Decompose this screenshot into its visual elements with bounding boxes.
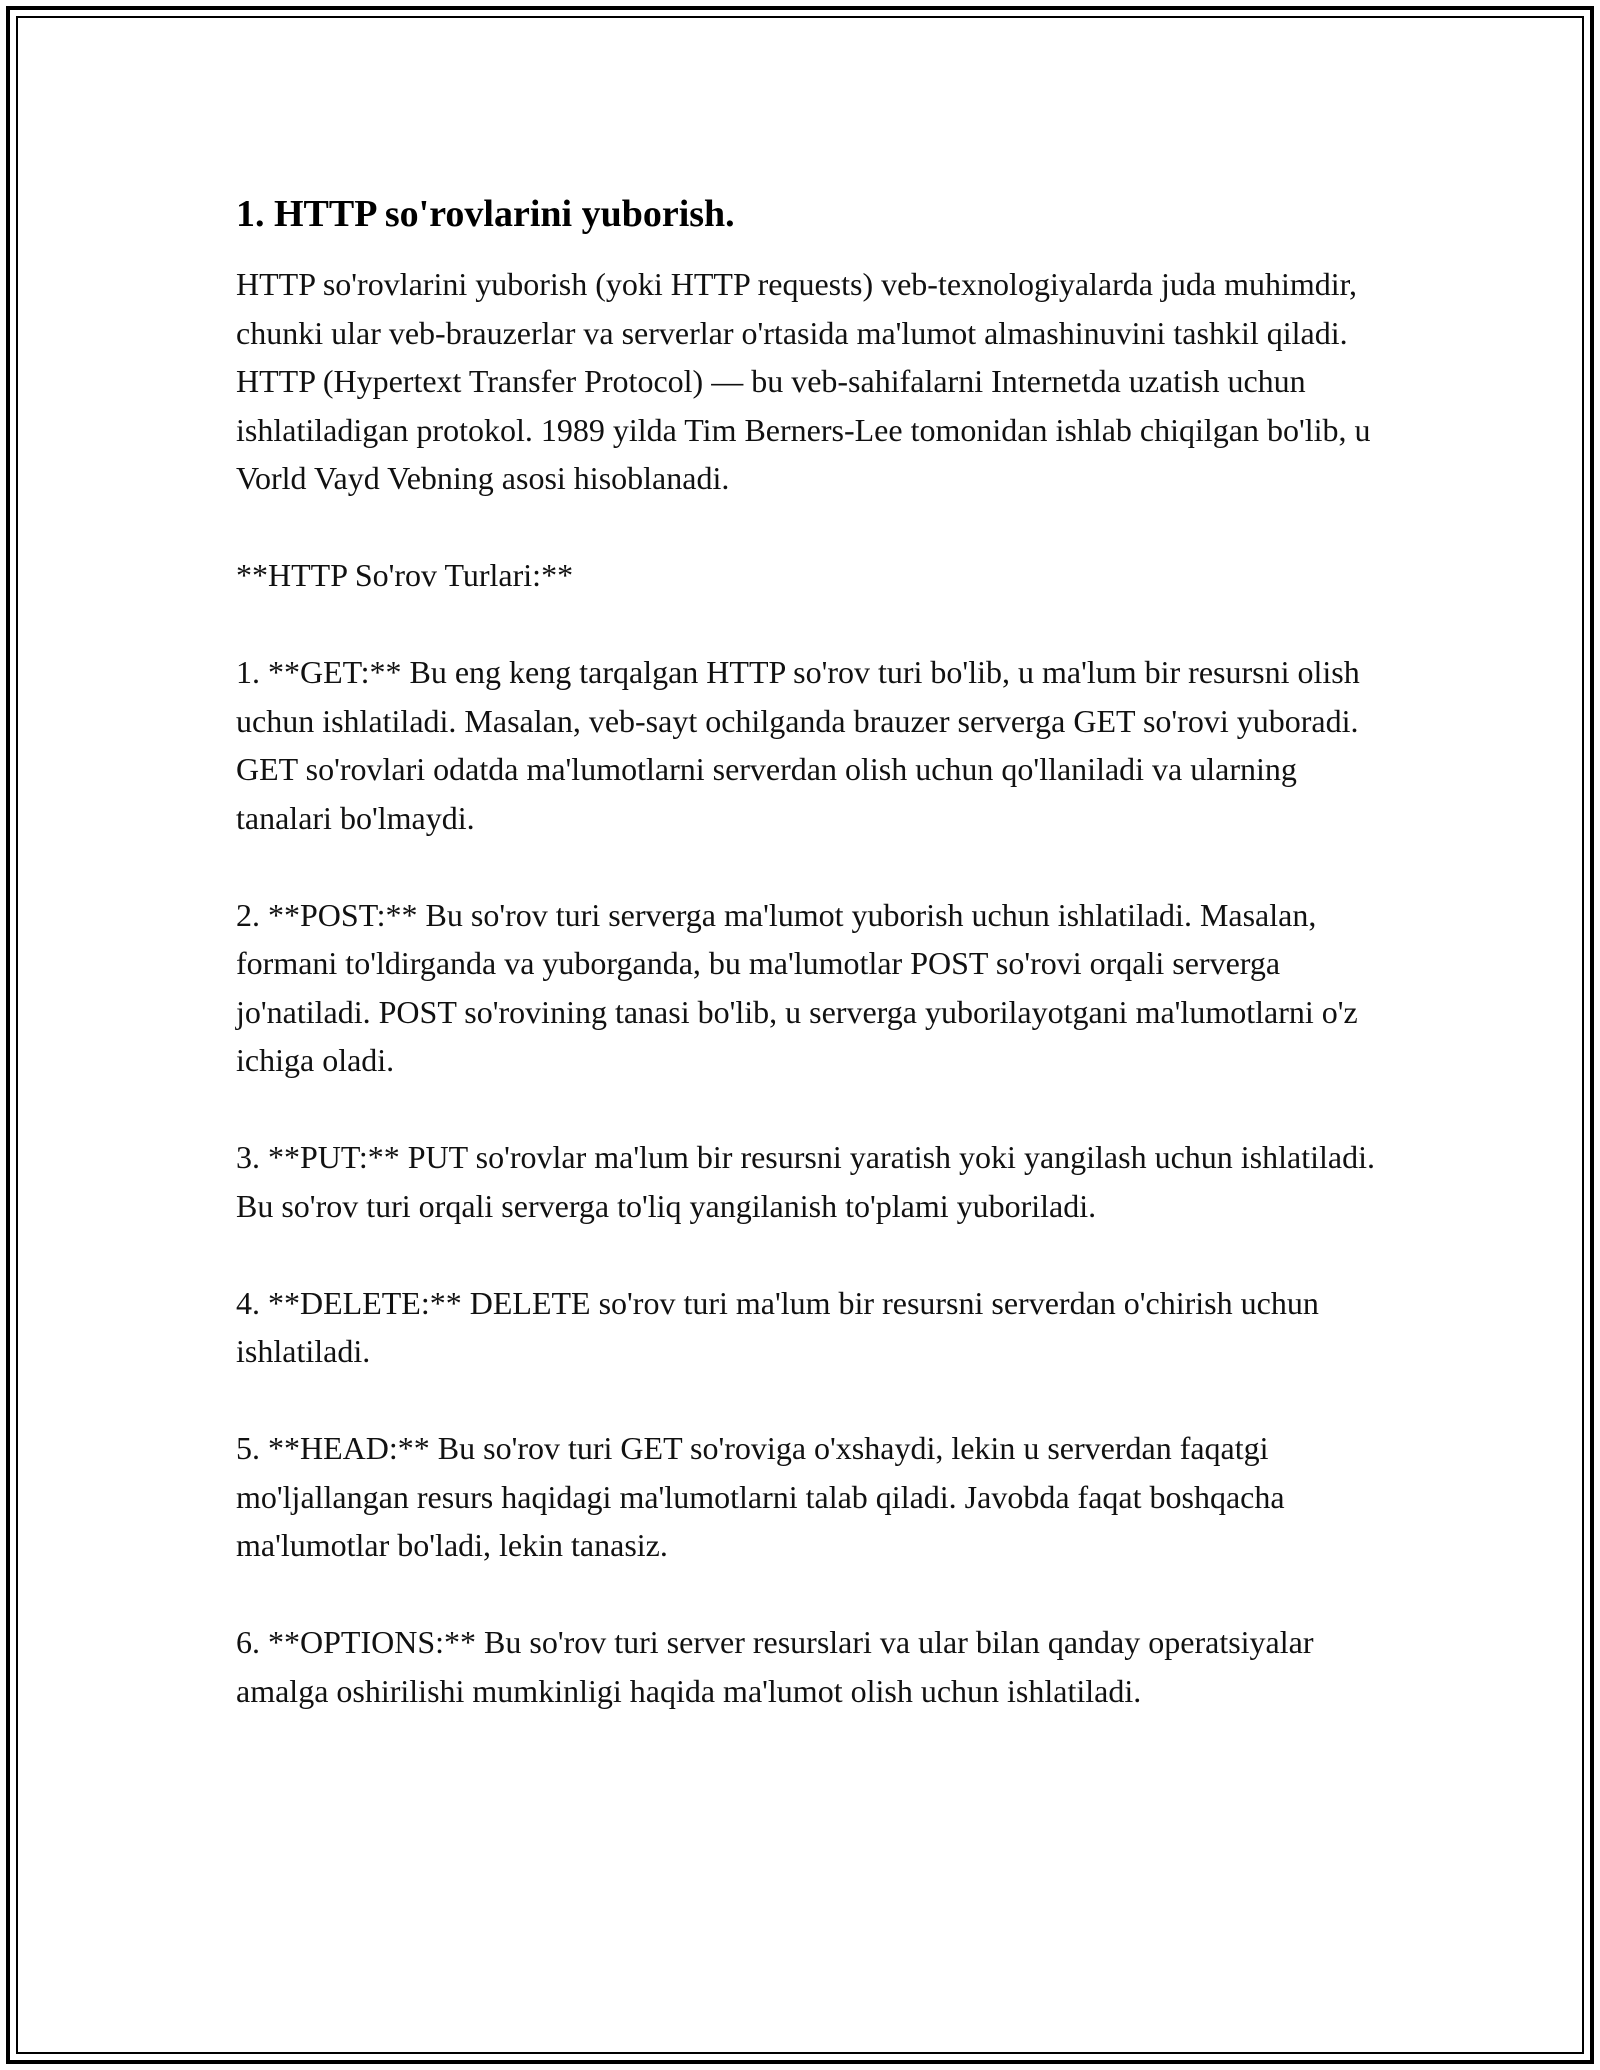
document-title: 1. HTTP so'rovlarini yuborish. (236, 193, 735, 235)
list-item-delete: 4. **DELETE:** DELETE so'rov turi ma'lum bir resursni serverdan o'chirish uchun ishlatiladi. (236, 1284, 1319, 1369)
list-item-head: 5. **HEAD:** Bu so'rov turi GET so'roviga o'xshaydi, lekin u serverdan faqatgi mo'ljallangan resurs haqidagi ma'lumotlarni talab qiladi. Javobda faqat boshqacha ma'lumotlar bo'ladi, lekin tanasiz. (236, 1430, 1285, 1563)
intro-paragraph: HTTP so'rovlarini yuborish (yoki HTTP requests) veb-texnologiyalarda juda muhimdir, chunki ular veb-brauzerlar va serverlar o'rtasida ma'lumot almashinuvini tashkil qiladi. HTTP (Hypertext Transfer Protocol) — bu veb-sahifalarni Internetda uzatish uchun ishlatiladigan protokol. 1989 yilda Tim Berners-Lee tomonidan ishlab chiqilgan bo'lib, u Vorld Vayd Vebning asosi hisoblanadi. (236, 266, 1371, 496)
section-heading-request-types: **HTTP So'rov Turlari:** (236, 557, 574, 593)
list-item-put: 3. **PUT:** PUT so'rovlar ma'lum bir resursni yaratish yoki yangilash uchun ishlatiladi. Bu so'rov turi orqali serverga to'liq yangilanish to'plami yuboriladi. (236, 1139, 1375, 1224)
list-item-get: 1. **GET:** Bu eng keng tarqalgan HTTP so'rov turi bo'lib, u ma'lum bir resursni olish uchun ishlatiladi. Masalan, veb-sayt ochilganda brauzer serverga GET so'rovi yuboradi. GET so'rovlari odatda ma'lumotlarni serverdan olish uchun qo'llaniladi va ularning tanalari bo'lmaydi. (236, 654, 1360, 836)
list-item-options: 6. **OPTIONS:** Bu so'rov turi server resurslari va ular bilan qanday operatsiyalar amalga oshirilishi mumkinligi haqida ma'lumot olish uchun ishlatiladi. (236, 1624, 1314, 1709)
list-item-post: 2. **POST:** Bu so'rov turi serverga ma'lumot yuborish uchun ishlatiladi. Masalan, formani to'ldirganda va yuborganda, bu ma'lumotlar POST so'rovi orqali serverga jo'natiladi. POST so'rovining tanasi bo'lib, u serverga yuborilayotgani ma'lumotlarni o'z ichiga oladi. (236, 896, 1358, 1078)
document-body (236, 190, 1386, 1715)
